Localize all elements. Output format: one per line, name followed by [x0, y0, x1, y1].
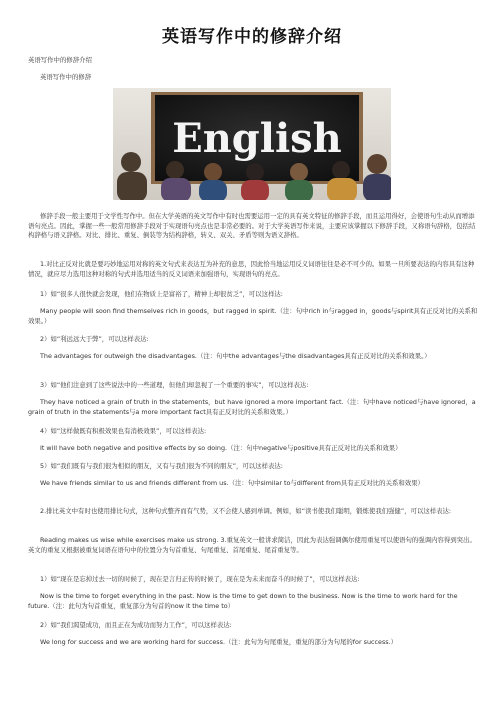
example-1-prompt: 1）如“很多人很快就会发现，他们在物质上是富裕了，精神上却很贫乏”，可以这样达:: [40, 290, 283, 298]
example-5-prompt: 5）如“我们既有与我们很为相似的朋友，又有与我们很为不同的朋友”，可以这样表达:: [40, 462, 283, 470]
board-english-text: English: [172, 115, 342, 162]
example-3-answer: They have noticed a grain of truth in the statements，but have ignored a more important fact.（注：句中have noticed与have ignored，a grain of truth in the statements与a more important fact具有正反对比的关系和效果。）: [28, 398, 476, 416]
example-5-answer: We have friends similar to us and friends different from us.（注：句中similar to与different from具有正反对比的关系和效果）: [40, 479, 424, 487]
repetition-example-1-answer: Now is the time to forget everything in the past. Now is the time to get down to the business. Now is the time to work hard for the future.（注：此句为句首重复，重复部分为句首的now it the time to）: [28, 592, 458, 610]
example-1-answer: Many people will soon find themselves rich in goods，but ragged in spirit.（注：句中rich in与ragged in，goods与spirit具有正反对比的关系和效果。）: [28, 307, 478, 325]
contrast-paragraph: 1.对比正反对比就是要巧妙地运用对称的英文句式来表达互为补充的意思，因此恰当地运用反义词语往往是必不可少的。如果一旦所要表达的内容具有这种情况，就应尽力选用这种对称的句式并选用适当的反义词语来加强语句，实现语句的亮点。: [28, 260, 475, 278]
example-2-answer: The advantages for outweigh the disadvantages.（注：句中the advantages与the disadvantages具有正反对比的关系和效果。）: [40, 352, 431, 360]
repetition-example-2-answer: We long for success and we are working hard for success.（注：此句为句尾重复，重复的部分为句尾的for success.）: [40, 638, 398, 646]
chalkboard-illustration: [113, 88, 391, 200]
example-2-prompt: 2）如“利远远大于弊”，可以这样表达:: [40, 335, 149, 343]
repetition-example-2-prompt: 2）如“我们渴望成功，而且正在为成功而努力工作”，可以这样表达:: [40, 621, 232, 629]
example-4-prompt: 4）如“这样做既有积极效果也有消极效果”，可以这样表达:: [40, 427, 207, 435]
parallelism-paragraph: 2.排比英文中有时也使用排比句式，这种句式整齐而有气势，又不会使人感到单调。例如，如“读书使我们聪明，锻炼使我们强健”，可以这样表达:: [40, 507, 452, 515]
page-title: 英语写作中的修辞介绍: [162, 27, 342, 47]
intro-paragraph: 修辞手段一般主要用于文学性写作中。但在大学英语的英文写作中有时也需要运用一定的具有英文特征的修辞手段，而且运用得好，会使语句生动从而增添语句亮点。因此，掌握一些一般常用修辞手段对于实现语句亮点也是非常必要的。对于大学英语写作来说，主要应该掌握以下修辞手段，又称语句辞格，包括结构辞格与语义辞格。对比、排比、重复、倒装等为结构辞格，转义、双关、矛盾等则为语义辞格。: [28, 212, 476, 240]
breadcrumb: 英语写作中的修辞介绍: [28, 56, 92, 64]
english-chalkboard-photo: [113, 88, 391, 200]
repetition-example-1-prompt: 1）如“现在是忘掉过去一切的时候了，现在是言归正传的时候了，现在是为未来而奋斗的时候了”，可以这样表达:: [40, 575, 360, 583]
example-4-answer: It will have both negative and positive effects by so doing.（注：句中negative与positive具有正反对比的关系和效果）: [40, 444, 402, 452]
section-subtitle: 英语写作中的修辞: [40, 73, 92, 81]
example-3-prompt: 3）如“他们注意到了这些说法中的一些道理，但他们却忽视了一个重要的事实”，可以这样表达:: [40, 381, 309, 389]
repetition-paragraph: Reading makes us wise while exercises make us strong. 3.重复英文一般讲求简洁，因此为表达强调偶尔使用重复可以使语句的强调内容得到突出。英文的重复又根据被重复词语在语句中的位置分为句首重复、句尾重复、首尾重复、尾首重复等。: [28, 536, 476, 554]
